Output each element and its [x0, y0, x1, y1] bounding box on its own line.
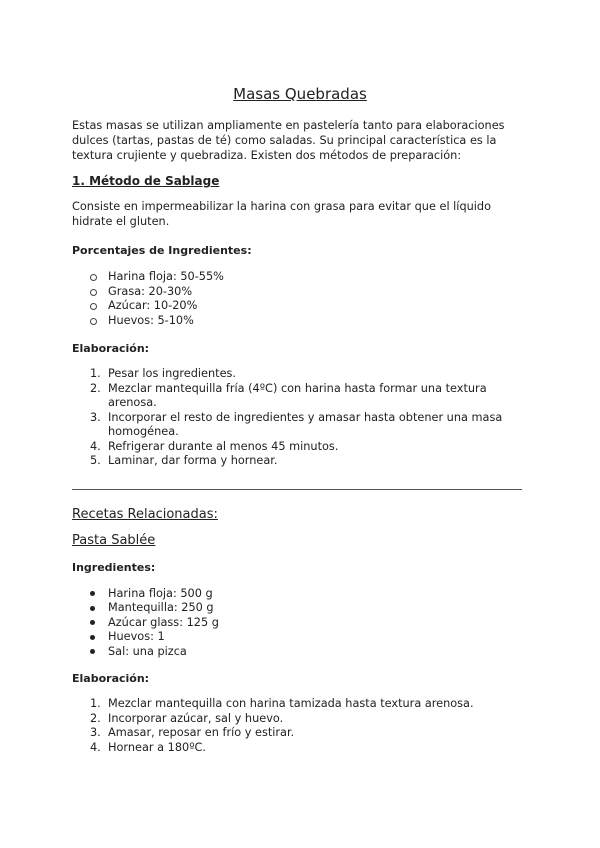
list-item: Huevos: 1: [72, 630, 528, 645]
related-heading: Recetas Relacionadas:: [72, 506, 218, 522]
list-item: Harina floja: 50-55%: [72, 270, 528, 285]
list-item: 1. Pesar los ingredientes.: [90, 367, 237, 380]
list-item: Mantequilla: 250 g: [72, 601, 528, 616]
list-item: 2. Mezclar mantequilla fría (4ºC) con harina hasta formar una textura arenosa.: [90, 381, 487, 409]
bullet-icon: [90, 620, 95, 625]
bullet-icon: [90, 303, 97, 310]
recipe-steps-list: [72, 697, 528, 755]
recipe-steps-heading: Elaboración:: [72, 672, 150, 685]
bullet-icon: [90, 635, 95, 640]
list-item: 3. Incorporar el resto de ingredientes y amasar hasta obtener una masa homogénea.: [90, 410, 503, 438]
bullet-icon: [90, 318, 97, 325]
list-item: 4. Hornear a 180ºC.: [90, 740, 206, 754]
bullet-icon: [90, 591, 95, 596]
percentages-heading: Porcentajes de Ingredientes:: [72, 244, 252, 257]
bullet-icon: [90, 289, 97, 296]
list-item: 2. Incorporar azúcar, sal y huevo.: [90, 711, 284, 725]
steps-heading: Elaboración:: [72, 342, 150, 355]
intro-paragraph: Estas masas se utilizan ampliamente en pastelería tanto para elaboraciones dulces (tartas, pastas de té) como saladas. Su principal característica es la textura crujiente y quebradiza. Existen dos métodos de preparación:: [72, 119, 505, 162]
list-item: Huevos: 5-10%: [72, 314, 528, 329]
list-item: Azúcar: 10-20%: [72, 299, 528, 314]
list-item: 5. Laminar, dar forma y hornear.: [90, 454, 278, 467]
list-item: 1. Mezclar mantequilla con harina tamizada hasta textura arenosa.: [90, 697, 474, 710]
list-item: 3. Amasar, reposar en frío y estirar.: [90, 726, 295, 739]
list-item: Azúcar glass: 125 g: [72, 616, 528, 631]
list-item: Grasa: 20-30%: [72, 285, 528, 300]
bullet-icon: [90, 649, 95, 654]
percentages-list: [72, 270, 528, 328]
list-item: 4. Refrigerar durante al menos 45 minutos.: [90, 439, 339, 453]
page-title: Masas Quebradas: [233, 85, 367, 103]
list-item: Harina floja: 500 g: [72, 587, 528, 602]
method-heading: 1. Método de Sablage: [72, 174, 220, 188]
section-divider: [72, 489, 522, 490]
list-item: Sal: una pizca: [72, 645, 528, 660]
ingredients-heading: Ingredientes:: [72, 560, 156, 574]
bullet-icon: [90, 274, 97, 281]
method-steps-list: [72, 367, 528, 469]
recipe-title: Pasta Sablée: [72, 532, 156, 548]
ingredients-list: [72, 587, 528, 660]
method-description: Consiste en impermeabilizar la harina con grasa para evitar que el líquido hidrate el gluten.: [72, 200, 491, 228]
bullet-icon: [90, 606, 95, 611]
